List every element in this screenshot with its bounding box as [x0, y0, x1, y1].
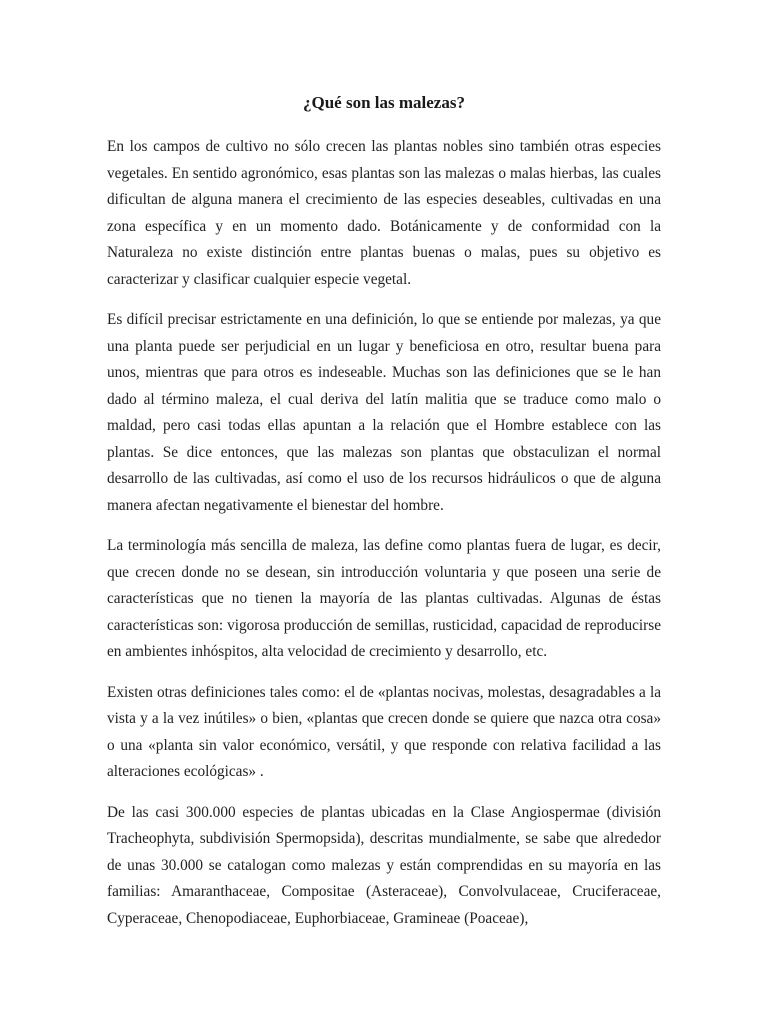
- paragraph-2: Es difícil precisar estrictamente en una definición, lo que se entiende por malezas, ya que una planta puede ser perjudicial en un lugar y beneficiosa en otro, resultar buena para unos, mientras que para otros es indeseable. Muchas son las definiciones que se le han dado al término maleza, el cual deriva del latín malitia que se traduce como malo o maldad, pero casi todas ellas apuntan a la relación que el Hombre establece con las plantas. Se dice entonces, que las malezas son plantas que obstaculizan el normal desarrollo de las cultivadas, así como el uso de los recursos hidráulicos o que de alguna manera afectan negativamente el bienestar del hombre.: [107, 311, 661, 514]
- paragraph-3: La terminología más sencilla de maleza, las define como plantas fuera de lugar, es decir, que crecen donde no se desean, sin introducción voluntaria y que poseen una serie de características que no tienen la mayoría de las plantas cultivadas. Algunas de éstas características son: vigorosa producción de semillas, rusticidad, capacidad de reproducirse en ambientes inhóspitos, alta velocidad de crecimiento y desarrollo, etc.: [107, 537, 661, 660]
- paragraph-5: De las casi 300.000 especies de plantas ubicadas en la Clase Angiospermae (división Tracheophyta, subdivisión Spermopsida), descritas mundialmente, se sabe que alrededor de unas 30.000 se catalogan como malezas y están comprendidas en su mayoría en las familias: Amaranthaceae, Compositae (Asteraceae), Convolvulaceae, Cruciferaceae, Cyperaceae, Chenopodiaceae, Euphorbiaceae, Gramineae (Poaceae),: [107, 803, 661, 927]
- page-title: ¿Qué son las malezas?: [303, 93, 465, 112]
- paragraph-4: Existen otras definiciones tales como: el de «plantas nocivas, molestas, desagradables a la vista y a la vez inútiles» o bien, «plantas que crecen donde se quiere que nazca otra cosa» o una «planta sin valor económico, versátil, y que responde con relativa facilidad a las alteraciones ecológicas» .: [107, 683, 661, 780]
- paragraph-1: En los campos de cultivo no sólo crecen las plantas nobles sino también otras especies vegetales. En sentido agronómico, esas plantas son las malezas o malas hierbas, las cuales dificultan de alguna manera el crecimiento de las especies deseables, cultivadas en una zona específica y en un momento dado. Botánicamente y de conformidad con la Naturaleza no existe distinción entre plantas buenas o malas, pues su objetivo es caracterizar y clasificar cualquier especie vegetal.: [107, 138, 661, 288]
- document-body: [107, 134, 661, 946]
